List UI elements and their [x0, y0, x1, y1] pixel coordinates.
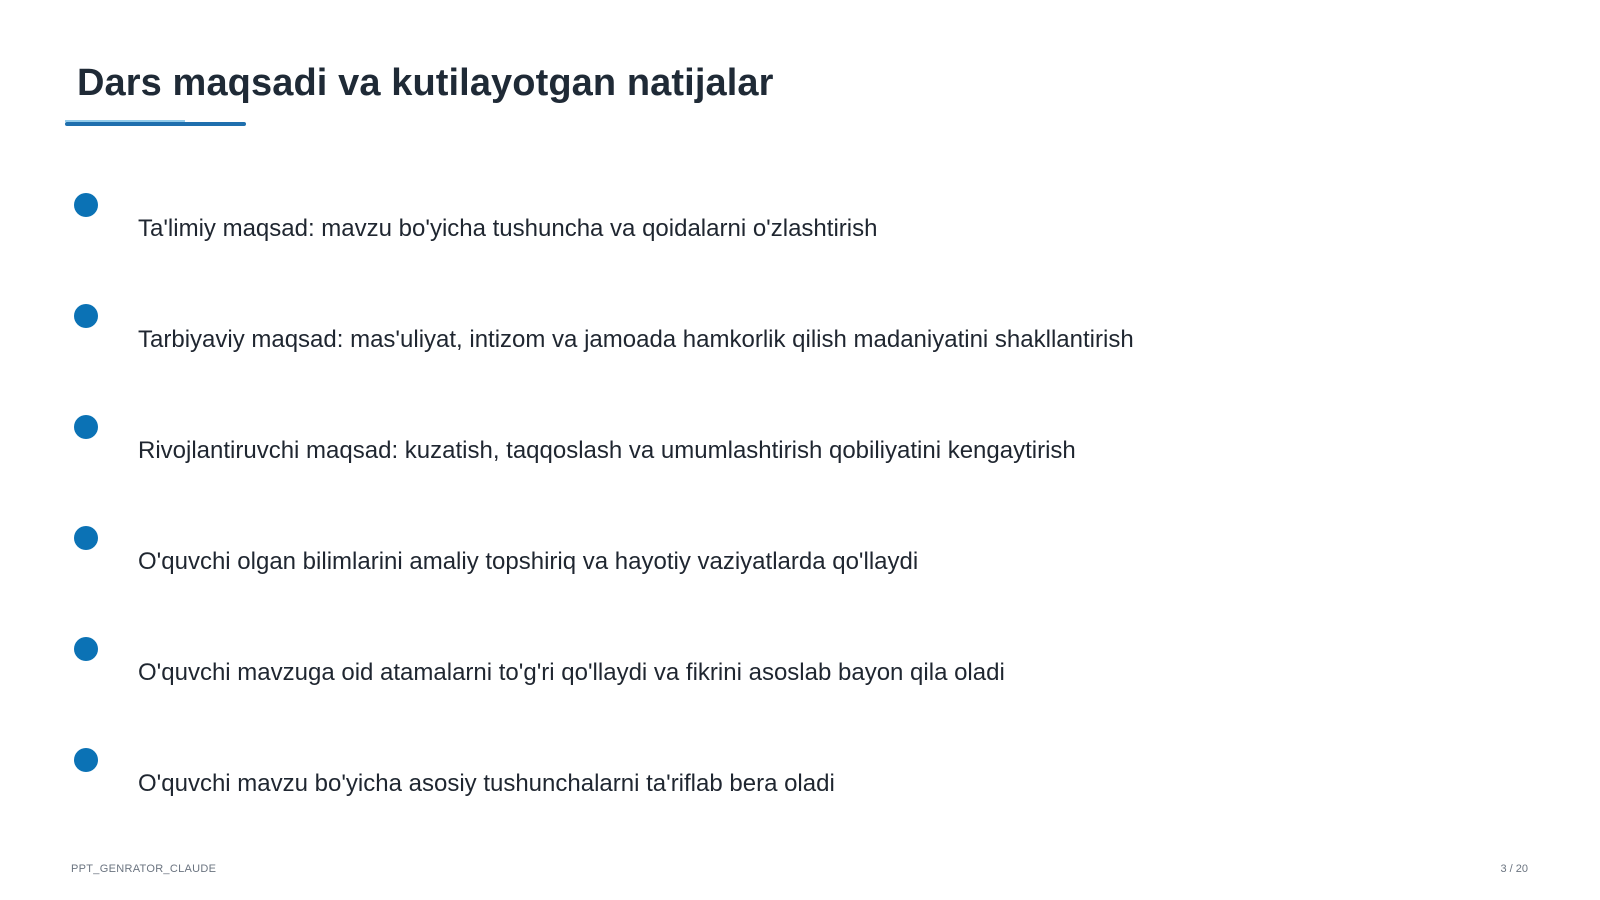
bullet-dot-icon — [74, 415, 98, 439]
bullet-item — [0, 193, 1500, 273]
bullet-dot-icon — [74, 637, 98, 661]
bullet-text: Rivojlantiruvchi maqsad: kuzatish, taqqoslash va umumlashtirish qobiliyatini kengaytirish — [138, 437, 1076, 464]
bullet-dot-icon — [74, 193, 98, 217]
bullet-item — [0, 304, 1500, 384]
bullet-item — [0, 526, 1500, 606]
slide-title: Dars maqsadi va kutilayotgan natijalar — [77, 62, 774, 104]
bullet-item — [0, 748, 1500, 828]
bullet-dot-icon — [74, 748, 98, 772]
bullet-text: O'quvchi mavzu bo'yicha asosiy tushunchalarni ta'riflab bera oladi — [138, 770, 835, 797]
page-indicator: 3 / 20 — [1500, 863, 1528, 875]
bullet-dot-icon — [74, 526, 98, 550]
bullet-text: O'quvchi olgan bilimlarini amaliy topshiriq va hayotiy vaziyatlarda qo'llaydi — [138, 548, 919, 575]
bullet-text: O'quvchi mavzuga oid atamalarni to'g'ri qo'llaydi va fikrini asoslab bayon qila oladi — [138, 659, 1005, 686]
bullet-item — [0, 415, 1500, 495]
bullet-item — [0, 637, 1500, 717]
bullet-text: Ta'limiy maqsad: mavzu bo'yicha tushuncha va qoidalarni o'zlashtirish — [138, 215, 878, 242]
bullet-dot-icon — [74, 304, 98, 328]
bullet-text: Tarbiyaviy maqsad: mas'uliyat, intizom va jamoada hamkorlik qilish madaniyatini shakllantirish — [138, 326, 1134, 353]
footer-source-label: PPT_GENRATOR_CLAUDE — [71, 863, 217, 875]
